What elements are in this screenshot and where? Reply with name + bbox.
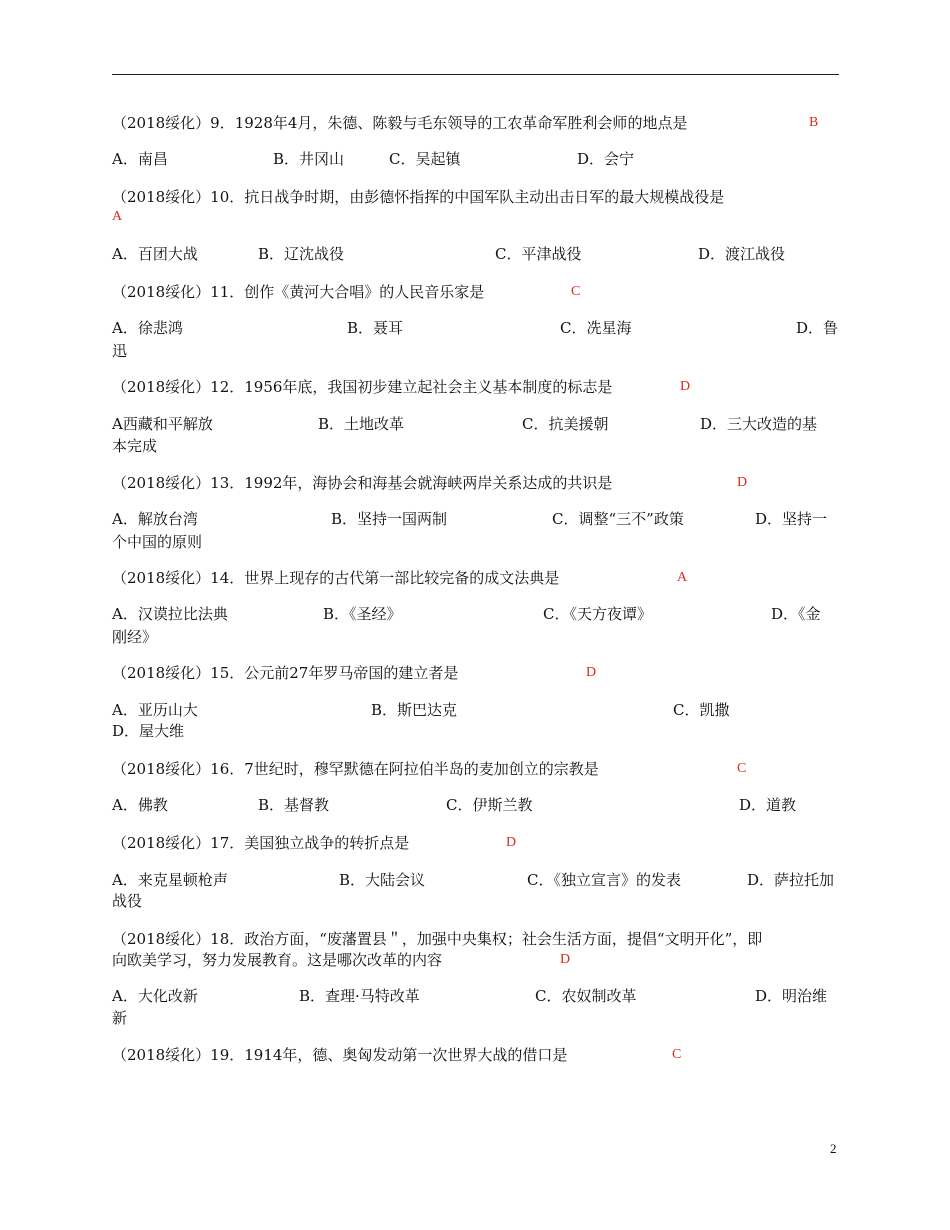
question-18-option-d: D．明治维 [755, 987, 828, 1005]
question-13-option-b: B．坚持一国两制 [331, 510, 448, 528]
question-9-option-d: D．会宁 [577, 150, 635, 168]
question-13-option-d: D．坚持一 [755, 510, 828, 528]
question-11-stem: （2018绥化）11．创作《黄河大合唱》的人民音乐家是 [112, 283, 485, 301]
question-17-option-d-cont: 战役 [112, 892, 143, 910]
question-16-option-d: D．道教 [739, 796, 797, 814]
question-12-option-b: B．土地改革 [318, 415, 405, 433]
question-11-answer: C [571, 284, 581, 299]
question-12-option-d: D．三大改造的基 [700, 415, 818, 433]
question-16-option-c: C．伊斯兰教 [446, 796, 533, 814]
question-15-option-d: D．屋大维 [112, 722, 185, 740]
question-15-stem: （2018绥化）15．公元前27年罗马帝国的建立者是 [112, 664, 459, 682]
question-15-option-c: C．凯撒 [673, 701, 730, 719]
question-10-stem: （2018绥化）10．抗日战争时期，由彭德怀指挥的中国军队主动出击日军的最大规模战役是 [112, 188, 725, 206]
question-10-option-c: C．平津战役 [495, 245, 582, 263]
question-18-option-a: A．大化改新 [112, 987, 198, 1005]
question-17-option-a: A．来克星顿枪声 [112, 871, 228, 889]
question-17-answer: D [506, 835, 517, 850]
question-12-answer: D [680, 379, 691, 394]
question-9-option-b: B．井冈山 [273, 150, 345, 168]
question-17-stem: （2018绥化）17．美国独立战争的转折点是 [112, 834, 410, 852]
question-14-option-a: A．汉谟拉比法典 [112, 605, 228, 623]
question-10-option-a: A．百团大战 [112, 245, 198, 263]
header-rule [112, 74, 839, 75]
question-15-option-a: A．亚历山大 [112, 701, 198, 719]
question-9-stem: （2018绥化）9．1928年4月，朱德、陈毅与毛东领导的工农革命军胜利会师的地点是 [112, 114, 688, 132]
question-17-option-c: C．《独立宣言》的发表 [527, 871, 681, 889]
question-16-option-b: B．基督教 [258, 796, 330, 814]
question-13-option-c: C．调整“三不”政策 [552, 510, 684, 528]
question-18-option-c: C．农奴制改革 [535, 987, 637, 1005]
question-17-option-b: B．大陆会议 [339, 871, 426, 889]
question-12-option-c: C．抗美援朝 [522, 415, 609, 433]
question-15-answer: D [586, 665, 597, 680]
page-number: 2 [830, 1141, 837, 1156]
question-13-stem: （2018绥化）13．1992年，海协会和海基会就海峡两岸关系达成的共识是 [112, 474, 613, 492]
question-11-option-c: C．冼星海 [560, 319, 632, 337]
question-12-stem: （2018绥化）12．1956年底，我国初步建立起社会主义基本制度的标志是 [112, 378, 613, 396]
question-12-option-a: A西藏和平解放 [112, 415, 213, 433]
question-13-option-a: A．解放台湾 [112, 510, 198, 528]
question-11-option-a: A．徐悲鸿 [112, 319, 183, 337]
question-16-stem: （2018绥化）16．7世纪时，穆罕默德在阿拉伯半岛的麦加创立的宗教是 [112, 760, 599, 778]
question-18-option-b: B．查理·马特改革 [299, 987, 420, 1005]
question-19-answer: C [672, 1047, 682, 1062]
question-17-option-d: D．萨拉托加 [747, 871, 835, 889]
question-18-stem-cont: 向欧美学习，努力发展教育。这是哪次改革的内容 [112, 951, 443, 969]
question-14-stem: （2018绥化）14．世界上现存的古代第一部比较完备的成文法典是 [112, 569, 560, 587]
question-13-option-d-cont: 个中国的原则 [112, 533, 203, 551]
question-19-stem: （2018绥化）19．1914年，德、奥匈发动第一次世界大战的借口是 [112, 1046, 568, 1064]
question-14-option-b: B．《圣经》 [323, 605, 402, 623]
question-16-option-a: A．佛教 [112, 796, 168, 814]
question-16-answer: C [737, 761, 747, 776]
question-9-option-a: A．南昌 [112, 150, 168, 168]
question-9-answer: B [809, 115, 819, 130]
question-11-option-d-cont: 迅 [112, 342, 128, 360]
question-10-answer: A [112, 209, 123, 224]
question-14-option-d: D．《金 [771, 605, 821, 623]
question-10-option-b: B．辽沈战役 [258, 245, 345, 263]
question-11-option-b: B．聂耳 [347, 319, 404, 337]
question-11-option-d: D．鲁 [796, 319, 839, 337]
question-9-option-c: C．吴起镇 [389, 150, 461, 168]
question-14-answer: A [677, 570, 688, 585]
question-18-answer: D [560, 952, 571, 967]
question-18-stem: （2018绥化）18．政治方面，“废藩置县＂，加强中央集权；社会生活方面，提倡“文明开化”，即 [112, 930, 763, 948]
question-18-option-d-cont: 新 [112, 1009, 128, 1027]
question-14-option-c: C．《天方夜谭》 [543, 605, 652, 623]
question-14-option-d-cont: 刚经》 [112, 628, 158, 646]
question-15-option-b: B．斯巴达克 [371, 701, 458, 719]
question-12-option-d-cont: 本完成 [112, 437, 158, 455]
question-10-option-d: D．渡江战役 [698, 245, 786, 263]
question-13-answer: D [737, 475, 748, 490]
